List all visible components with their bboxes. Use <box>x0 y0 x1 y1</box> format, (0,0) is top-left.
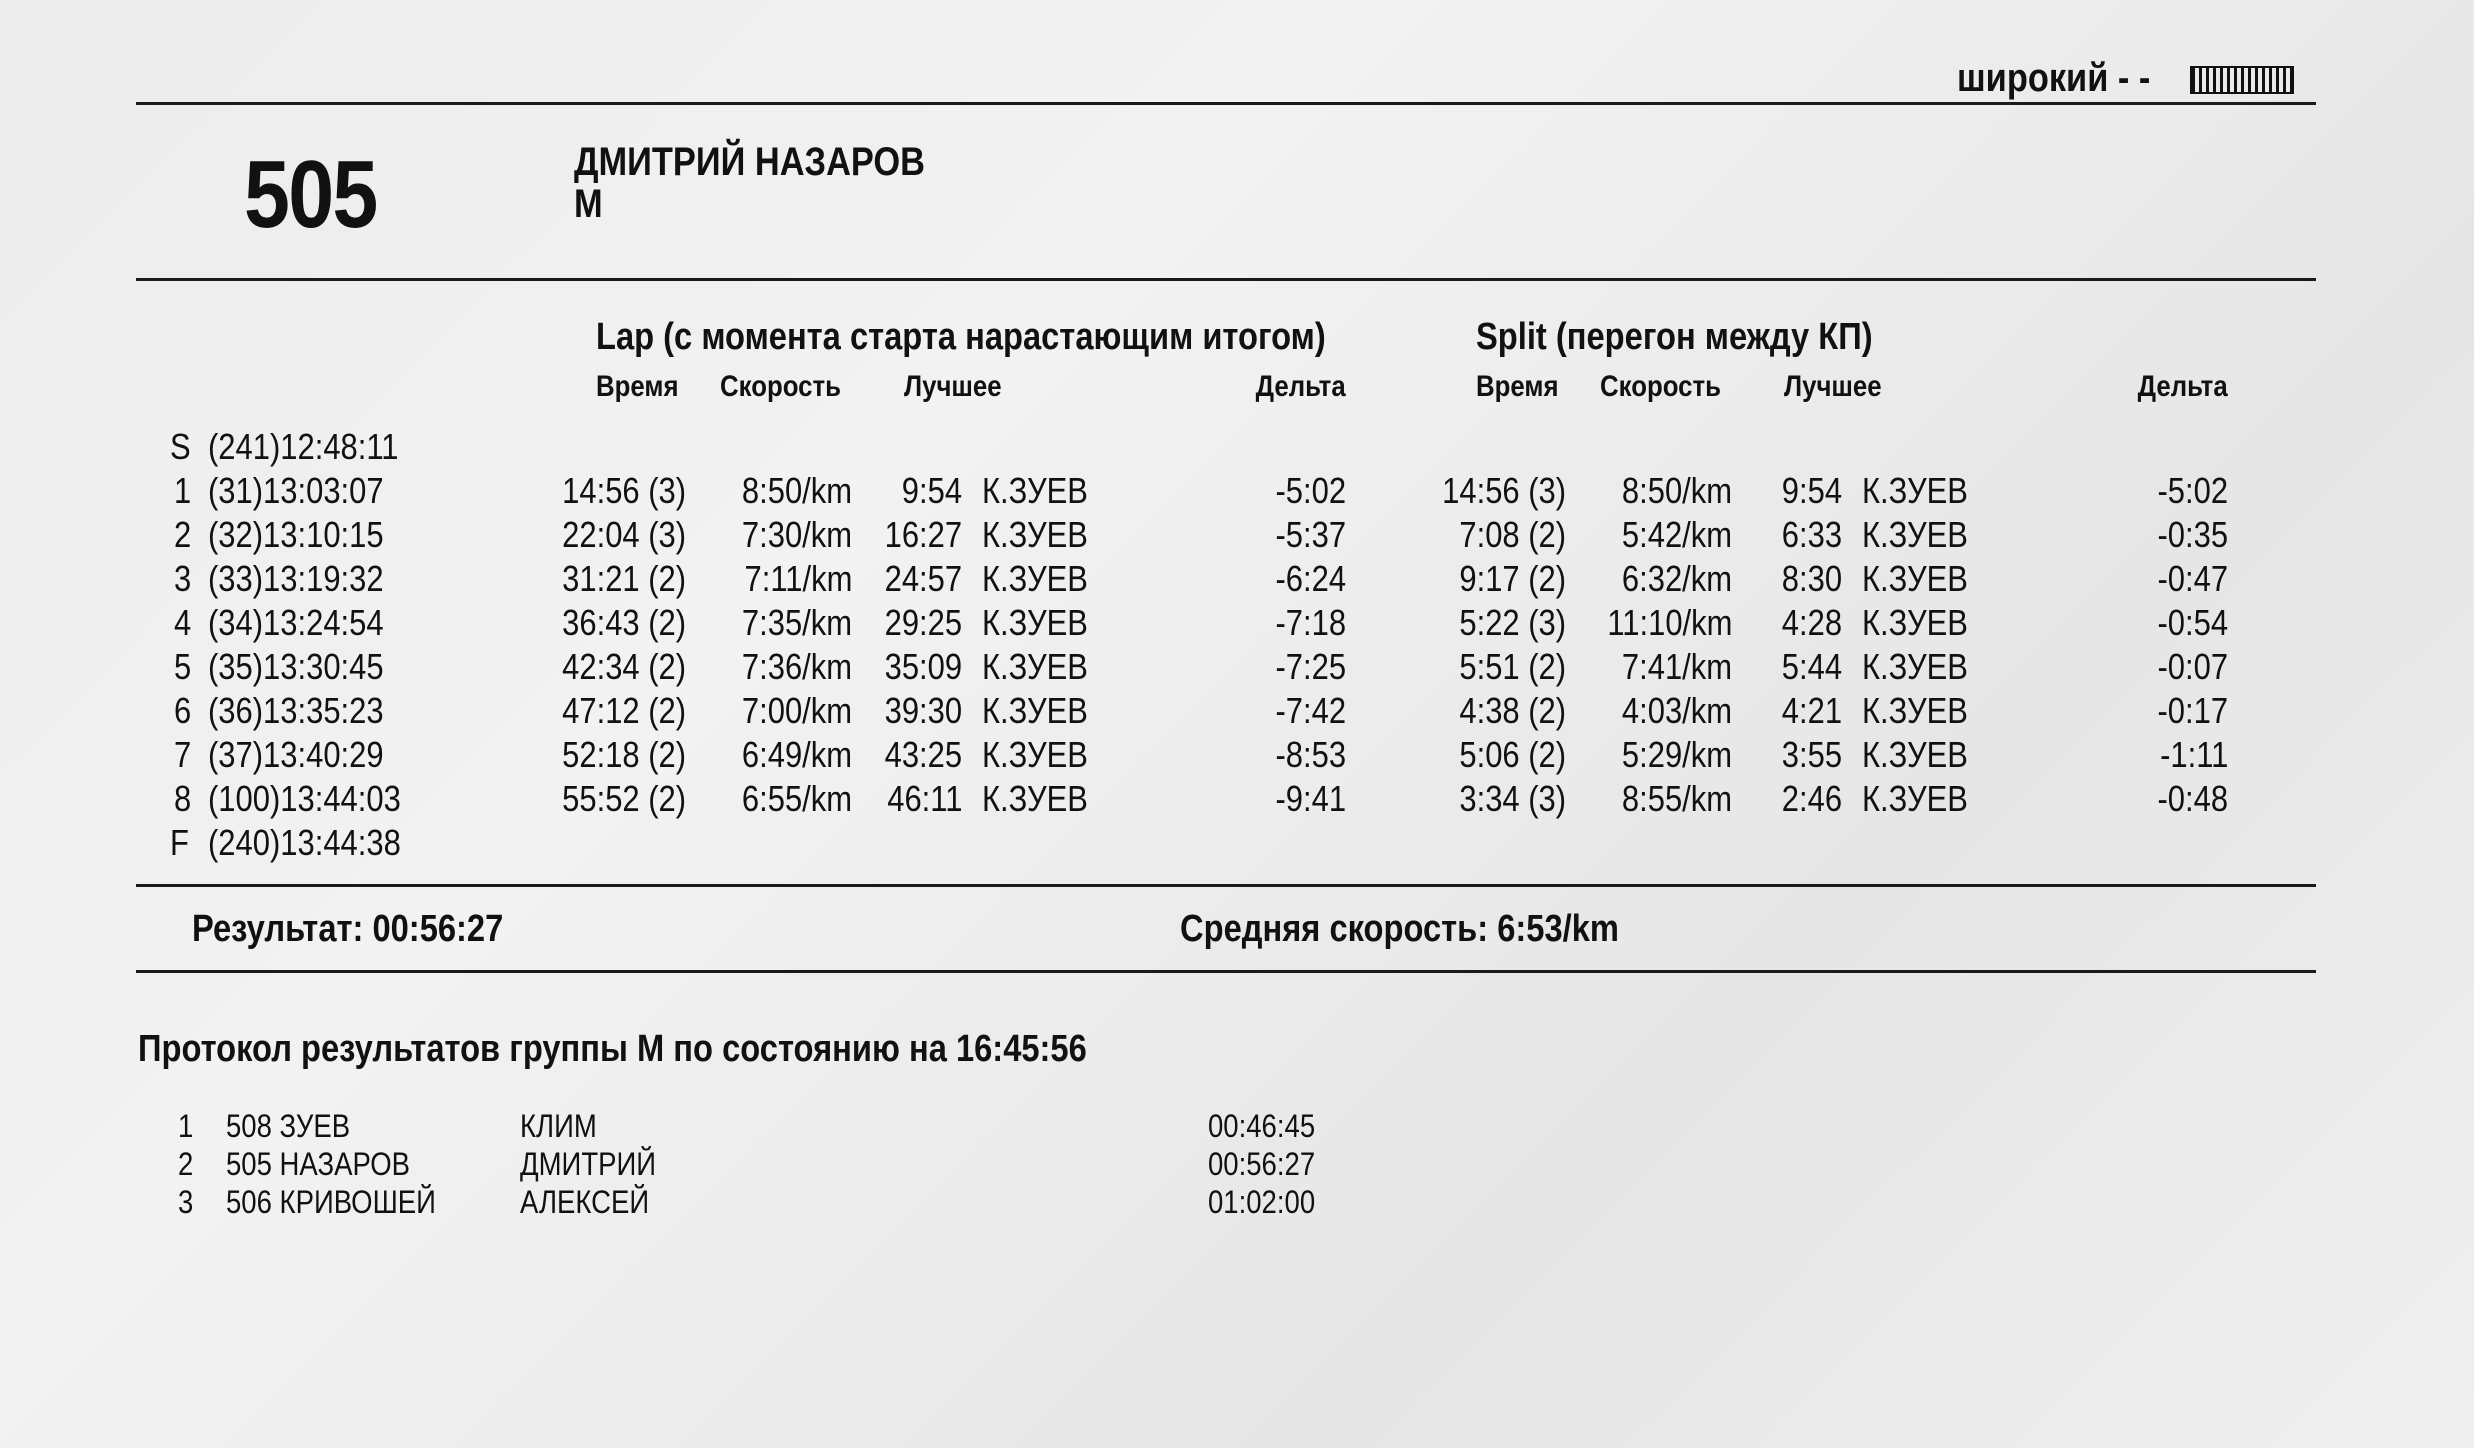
split-best-name: К.ЗУЕВ <box>1862 602 1968 643</box>
lap-delta: -8:53 <box>1275 734 1346 775</box>
split-delta: -5:02 <box>2157 470 2228 511</box>
split-best-name: К.ЗУЕВ <box>1862 778 1968 819</box>
split-time: 5:51 (2) <box>1459 646 1566 687</box>
lap-best-time: 35:09 <box>884 646 962 687</box>
header-tag <box>1957 56 2294 101</box>
top-rule <box>136 102 2316 105</box>
start-label: S <box>170 426 191 467</box>
split-best-time: 5:44 <box>1781 646 1842 687</box>
bib-number: 505 <box>244 141 377 248</box>
lap-best-name: К.ЗУЕВ <box>982 734 1088 775</box>
protocol-place: 1 <box>178 1108 194 1144</box>
row-number: 5 <box>174 646 192 687</box>
split-time: 14:56 (3) <box>1442 470 1566 511</box>
row-number: 1 <box>174 470 192 511</box>
split-best-time: 3:55 <box>1781 734 1842 775</box>
finish-label: F <box>170 822 189 863</box>
split-best-name: К.ЗУЕВ <box>1862 514 1968 555</box>
participant-name: ДМИТРИЙ НАЗАРОВ <box>574 140 926 184</box>
row-number: 7 <box>174 734 192 775</box>
lap-time: 55:52 (2) <box>562 778 686 819</box>
row-checkpoint: (32)13:10:15 <box>208 514 384 555</box>
row-checkpoint: (36)13:35:23 <box>208 690 384 731</box>
split-best-name: К.ЗУЕВ <box>1862 558 1968 599</box>
split-speed: 11:10/km <box>1606 602 1732 643</box>
split-delta: -0:35 <box>2157 514 2228 555</box>
lap-speed: 7:35/km <box>741 602 852 643</box>
split-col-delta: Дельта <box>2137 370 2228 403</box>
protocol-place: 2 <box>178 1146 194 1182</box>
split-col-speed: Скорость <box>1600 370 1721 403</box>
finish-checkpoint: (240)13:44:38 <box>208 822 401 863</box>
lap-time: 31:21 (2) <box>562 558 686 599</box>
lap-best-name: К.ЗУЕВ <box>982 558 1088 599</box>
lap-best-name: К.ЗУЕВ <box>982 514 1088 555</box>
row-checkpoint: (37)13:40:29 <box>208 734 384 775</box>
lap-best-time: 39:30 <box>884 690 962 731</box>
protocol-bib-surname: 506 КРИВОШЕЙ <box>226 1184 436 1220</box>
split-best-time: 2:46 <box>1781 778 1842 819</box>
lap-best-time: 16:27 <box>884 514 962 555</box>
lap-delta: -7:18 <box>1275 602 1346 643</box>
row-number: 3 <box>174 558 192 599</box>
barcode-icon <box>2190 66 2294 94</box>
lap-section-title: Lap (с момента старта нарастающим итогом) <box>596 316 1326 358</box>
row-checkpoint: (31)13:03:07 <box>208 470 384 511</box>
row-number: 2 <box>174 514 192 555</box>
lap-col-speed: Скорость <box>720 370 841 403</box>
split-speed: 7:41/km <box>1621 646 1732 687</box>
lap-best-time: 9:54 <box>901 470 962 511</box>
protocol-bib-surname: 508 ЗУЕВ <box>226 1108 351 1144</box>
header-tag-text: широкий - - <box>1957 56 2151 100</box>
lap-best-name: К.ЗУЕВ <box>982 470 1088 511</box>
rule-below-summary <box>136 970 2316 973</box>
lap-speed: 6:55/km <box>741 778 852 819</box>
lap-delta: -7:42 <box>1275 690 1346 731</box>
row-checkpoint: (34)13:24:54 <box>208 602 384 643</box>
lap-speed: 7:00/km <box>741 690 852 731</box>
lap-best-name: К.ЗУЕВ <box>982 602 1088 643</box>
split-speed: 8:50/km <box>1621 470 1732 511</box>
split-time: 3:34 (3) <box>1459 778 1566 819</box>
split-time: 4:38 (2) <box>1459 690 1566 731</box>
split-best-time: 4:28 <box>1781 602 1842 643</box>
lap-delta: -6:24 <box>1275 558 1346 599</box>
split-best-name: К.ЗУЕВ <box>1862 470 1968 511</box>
lap-delta: -9:41 <box>1275 778 1346 819</box>
split-best-name: К.ЗУЕВ <box>1862 646 1968 687</box>
lap-time: 36:43 (2) <box>562 602 686 643</box>
protocol-first-name: АЛЕКСЕЙ <box>520 1184 650 1220</box>
split-delta: -0:07 <box>2157 646 2228 687</box>
split-col-best: Лучшее <box>1784 370 1882 403</box>
lap-delta: -5:37 <box>1275 514 1346 555</box>
split-best-name: К.ЗУЕВ <box>1862 734 1968 775</box>
lap-speed: 7:11/km <box>744 558 852 599</box>
protocol-first-name: ДМИТРИЙ <box>520 1146 657 1182</box>
split-time: 9:17 (2) <box>1459 558 1566 599</box>
lap-time: 22:04 (3) <box>562 514 686 555</box>
protocol-bib-surname: 505 НАЗАРОВ <box>226 1146 410 1182</box>
participant-group: М <box>574 182 603 226</box>
protocol-time: 00:56:27 <box>1208 1146 1316 1182</box>
lap-time: 42:34 (2) <box>562 646 686 687</box>
lap-speed: 8:50/km <box>741 470 852 511</box>
split-speed: 5:42/km <box>1621 514 1732 555</box>
rule-above-summary <box>136 884 2316 887</box>
split-delta: -0:47 <box>2157 558 2228 599</box>
row-checkpoint: (35)13:30:45 <box>208 646 384 687</box>
split-delta: -0:17 <box>2157 690 2228 731</box>
start-checkpoint: (241)12:48:11 <box>208 426 399 467</box>
average-speed: Средняя скорость: 6:53/km <box>1180 908 1619 950</box>
split-delta: -0:48 <box>2157 778 2228 819</box>
split-time: 5:06 (2) <box>1459 734 1566 775</box>
split-col-time: Время <box>1476 370 1559 403</box>
lap-time: 52:18 (2) <box>562 734 686 775</box>
result-total: Результат: 00:56:27 <box>192 908 504 950</box>
row-number: 8 <box>174 778 192 819</box>
protocol-time: 00:46:45 <box>1208 1108 1316 1144</box>
protocol-title: Протокол результатов группы М по состоянию на 16:45:56 <box>138 1028 1087 1070</box>
lap-best-time: 24:57 <box>884 558 962 599</box>
lap-col-time: Время <box>596 370 679 403</box>
lap-speed: 7:30/km <box>741 514 852 555</box>
lap-best-name: К.ЗУЕВ <box>982 778 1088 819</box>
split-speed: 5:29/km <box>1621 734 1732 775</box>
lap-col-best: Лучшее <box>904 370 1002 403</box>
lap-best-time: 46:11 <box>886 778 962 819</box>
protocol-place: 3 <box>178 1184 194 1220</box>
split-section-title: Split (перегон между КП) <box>1476 316 1873 358</box>
lap-time: 47:12 (2) <box>562 690 686 731</box>
split-speed: 6:32/km <box>1621 558 1732 599</box>
rule-under-participant <box>136 278 2316 281</box>
split-speed: 8:55/km <box>1621 778 1732 819</box>
split-speed: 4:03/km <box>1621 690 1732 731</box>
lap-best-name: К.ЗУЕВ <box>982 690 1088 731</box>
row-number: 6 <box>174 690 192 731</box>
lap-best-time: 43:25 <box>884 734 962 775</box>
lap-col-delta: Дельта <box>1255 370 1346 403</box>
lap-best-time: 29:25 <box>884 602 962 643</box>
row-checkpoint: (33)13:19:32 <box>208 558 384 599</box>
split-best-time: 8:30 <box>1781 558 1842 599</box>
row-number: 4 <box>174 602 192 643</box>
protocol-time: 01:02:00 <box>1208 1184 1316 1220</box>
split-time: 5:22 (3) <box>1459 602 1566 643</box>
split-delta: -0:54 <box>2157 602 2228 643</box>
row-checkpoint: (100)13:44:03 <box>208 778 401 819</box>
lap-speed: 7:36/km <box>741 646 852 687</box>
split-time: 7:08 (2) <box>1459 514 1566 555</box>
split-best-time: 4:21 <box>1781 690 1842 731</box>
split-delta: -1:11 <box>2159 734 2228 775</box>
lap-speed: 6:49/km <box>741 734 852 775</box>
split-best-time: 9:54 <box>1781 470 1842 511</box>
lap-best-name: К.ЗУЕВ <box>982 646 1088 687</box>
protocol-first-name: КЛИМ <box>520 1108 597 1144</box>
lap-time: 14:56 (3) <box>562 470 686 511</box>
lap-delta: -5:02 <box>1275 470 1346 511</box>
split-best-time: 6:33 <box>1781 514 1842 555</box>
split-best-name: К.ЗУЕВ <box>1862 690 1968 731</box>
lap-delta: -7:25 <box>1275 646 1346 687</box>
